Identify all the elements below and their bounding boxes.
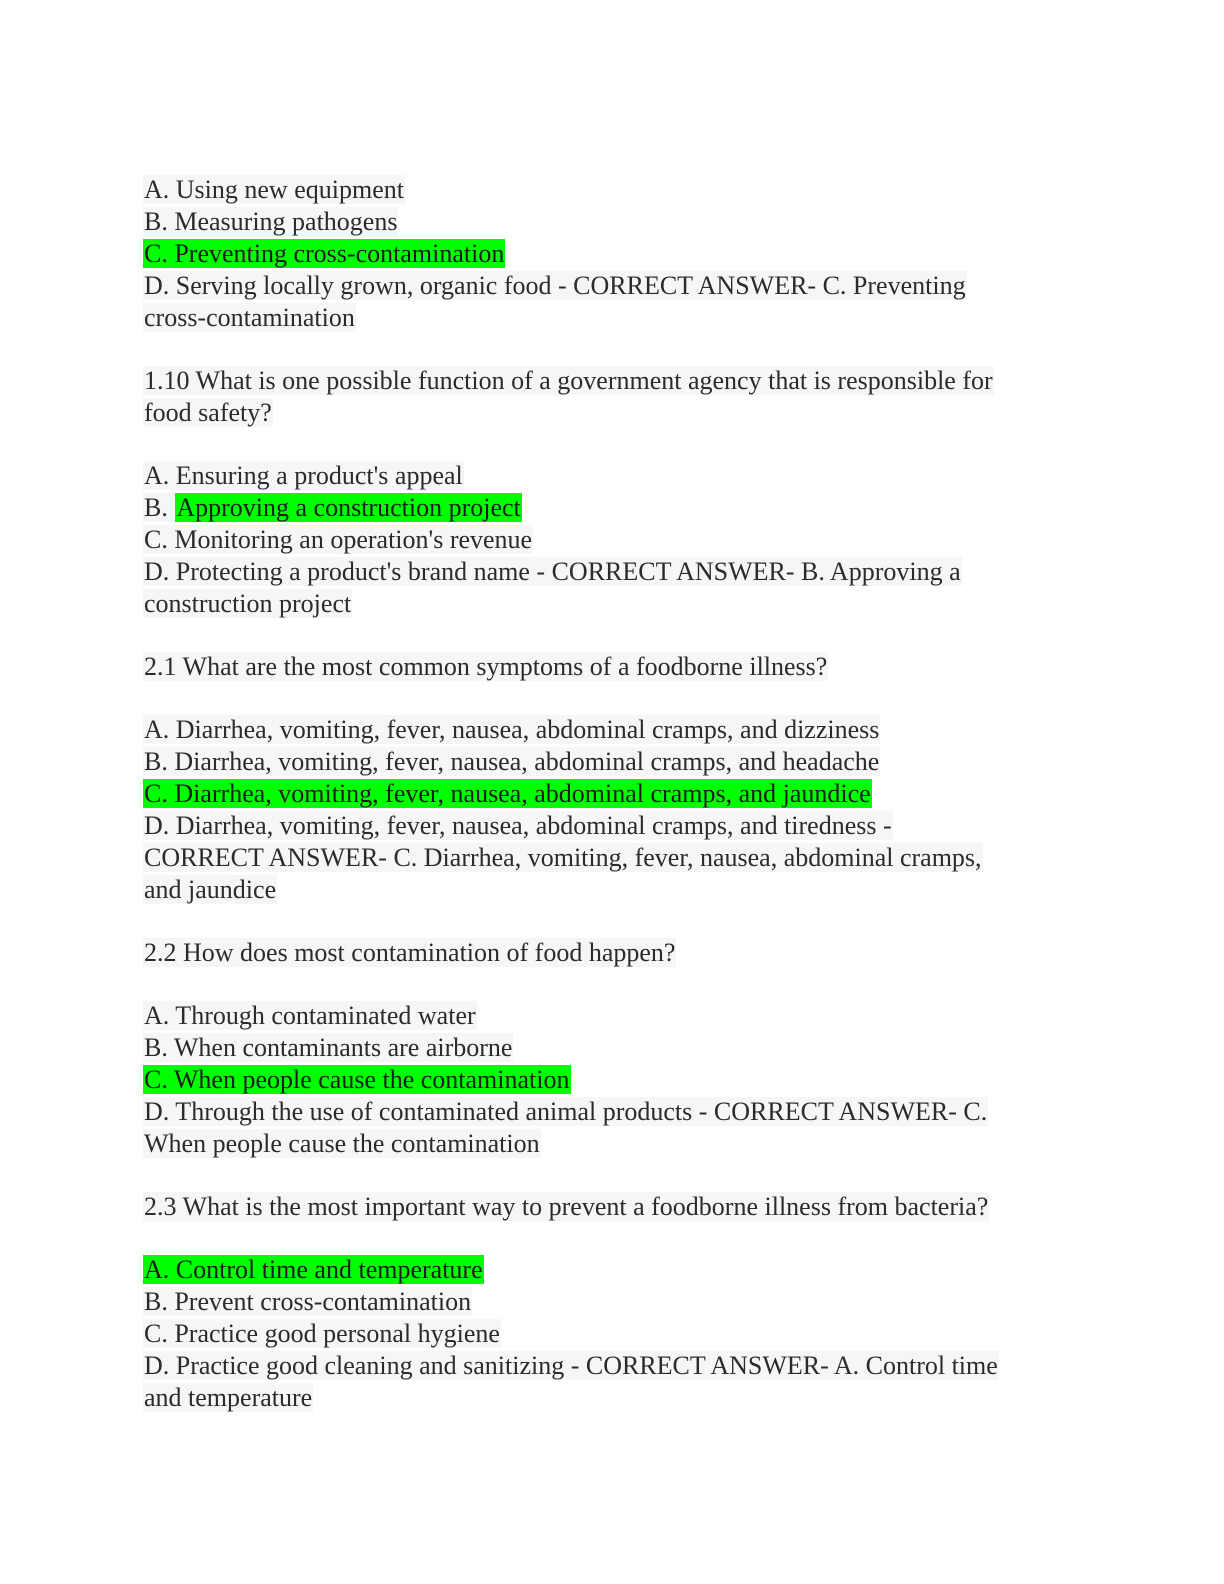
text-block: [143, 937, 1073, 969]
text-line: [143, 1350, 1073, 1382]
text-segment: 2.3 What is the most important way to prevent a foodborne illness from bacteria?: [144, 1192, 989, 1221]
text-line: [143, 810, 1073, 842]
text-segment: food safety?: [144, 398, 272, 427]
text-block: [143, 460, 1073, 620]
text-segment: A. Diarrhea, vomiting, fever, nausea, abdominal cramps, and dizziness: [144, 715, 880, 744]
text-segment: D. Practice good cleaning and sanitizing - CORRECT ANSWER- A. Control time: [144, 1351, 998, 1380]
text-segment: D. Through the use of contaminated animal products - CORRECT ANSWER- C.: [144, 1097, 988, 1126]
text-segment: A. Through contaminated water: [144, 1001, 476, 1030]
text-block: [143, 1000, 1073, 1160]
text-line: [143, 238, 1073, 270]
text-segment: and temperature: [144, 1383, 313, 1412]
text-segment: C. Monitoring an operation's revenue: [144, 525, 533, 554]
text-segment: B. When contaminants are airborne: [144, 1033, 513, 1062]
paragraph-gap: [143, 334, 1073, 365]
text-line: [143, 714, 1073, 746]
text-line: [143, 651, 1073, 683]
text-segment: construction project: [144, 589, 352, 618]
text-segment: 2.1 What are the most common symptoms of a foodborne illness?: [144, 652, 828, 681]
text-line: [143, 270, 1073, 302]
text-line: [143, 874, 1073, 906]
text-block: [143, 1254, 1073, 1414]
paragraph-gap: [143, 1223, 1073, 1254]
text-segment: A. Using new equipment: [144, 175, 404, 204]
paragraph-gap: [143, 683, 1073, 714]
text-segment: When people cause the contamination: [144, 1129, 540, 1158]
text-segment: D. Protecting a product's brand name - CORRECT ANSWER- B. Approving a: [144, 557, 961, 586]
text-line: [143, 1286, 1073, 1318]
highlighted-answer-text: A. Control time and temperature: [144, 1255, 483, 1284]
highlighted-answer-text: C. Diarrhea, vomiting, fever, nausea, abdominal cramps, and jaundice: [144, 779, 871, 808]
text-line: [143, 174, 1073, 206]
text-line: [143, 206, 1073, 238]
text-line: [143, 1000, 1073, 1032]
text-line: [143, 842, 1073, 874]
text-line: [143, 1096, 1073, 1128]
text-line: [143, 588, 1073, 620]
text-segment: 1.10 What is one possible function of a government agency that is responsible for: [144, 366, 993, 395]
text-block: [143, 714, 1073, 906]
paragraph-gap: [143, 906, 1073, 937]
text-line: [143, 524, 1073, 556]
text-segment: C. Practice good personal hygiene: [144, 1319, 500, 1348]
text-segment: 2.2 How does most contamination of food happen?: [144, 938, 676, 967]
text-line: [143, 556, 1073, 588]
text-line: [143, 492, 1073, 524]
paragraph-gap: [143, 1160, 1073, 1191]
text-line: [143, 1032, 1073, 1064]
text-segment: CORRECT ANSWER- C. Diarrhea, vomiting, fever, nausea, abdominal cramps,: [144, 843, 982, 872]
text-block: [143, 651, 1073, 683]
text-block: [143, 1191, 1073, 1223]
highlighted-answer-text: C. When people cause the contamination: [144, 1065, 570, 1094]
text-line: [143, 746, 1073, 778]
text-segment: B. Measuring pathogens: [144, 207, 398, 236]
text-block: [143, 174, 1073, 334]
paragraph-gap: [143, 620, 1073, 651]
text-line: [143, 937, 1073, 969]
highlighted-answer-text: C. Preventing cross-contamination: [144, 239, 505, 268]
text-line: [143, 1064, 1073, 1096]
text-line: [143, 302, 1073, 334]
text-segment: B. Diarrhea, vomiting, fever, nausea, abdominal cramps, and headache: [144, 747, 880, 776]
text-segment: B.: [144, 493, 175, 522]
text-line: [143, 460, 1073, 492]
paragraph-gap: [143, 429, 1073, 460]
text-line: [143, 1318, 1073, 1350]
text-line: [143, 1191, 1073, 1223]
text-segment: A. Ensuring a product's appeal: [144, 461, 463, 490]
text-line: [143, 1128, 1073, 1160]
text-line: [143, 1254, 1073, 1286]
text-segment: D. Diarrhea, vomiting, fever, nausea, abdominal cramps, and tiredness -: [144, 811, 892, 840]
text-line: [143, 778, 1073, 810]
text-line: [143, 397, 1073, 429]
paragraph-gap: [143, 969, 1073, 1000]
text-line: [143, 365, 1073, 397]
text-segment: cross-contamination: [144, 303, 355, 332]
text-segment: and jaundice: [144, 875, 277, 904]
text-segment: B. Prevent cross-contamination: [144, 1287, 472, 1316]
text-segment: D. Serving locally grown, organic food - CORRECT ANSWER- C. Preventing: [144, 271, 966, 300]
highlighted-answer-text: Approving a construction project: [176, 493, 521, 522]
quiz-content: [143, 174, 1073, 1414]
text-block: [143, 365, 1073, 429]
text-line: [143, 1382, 1073, 1414]
